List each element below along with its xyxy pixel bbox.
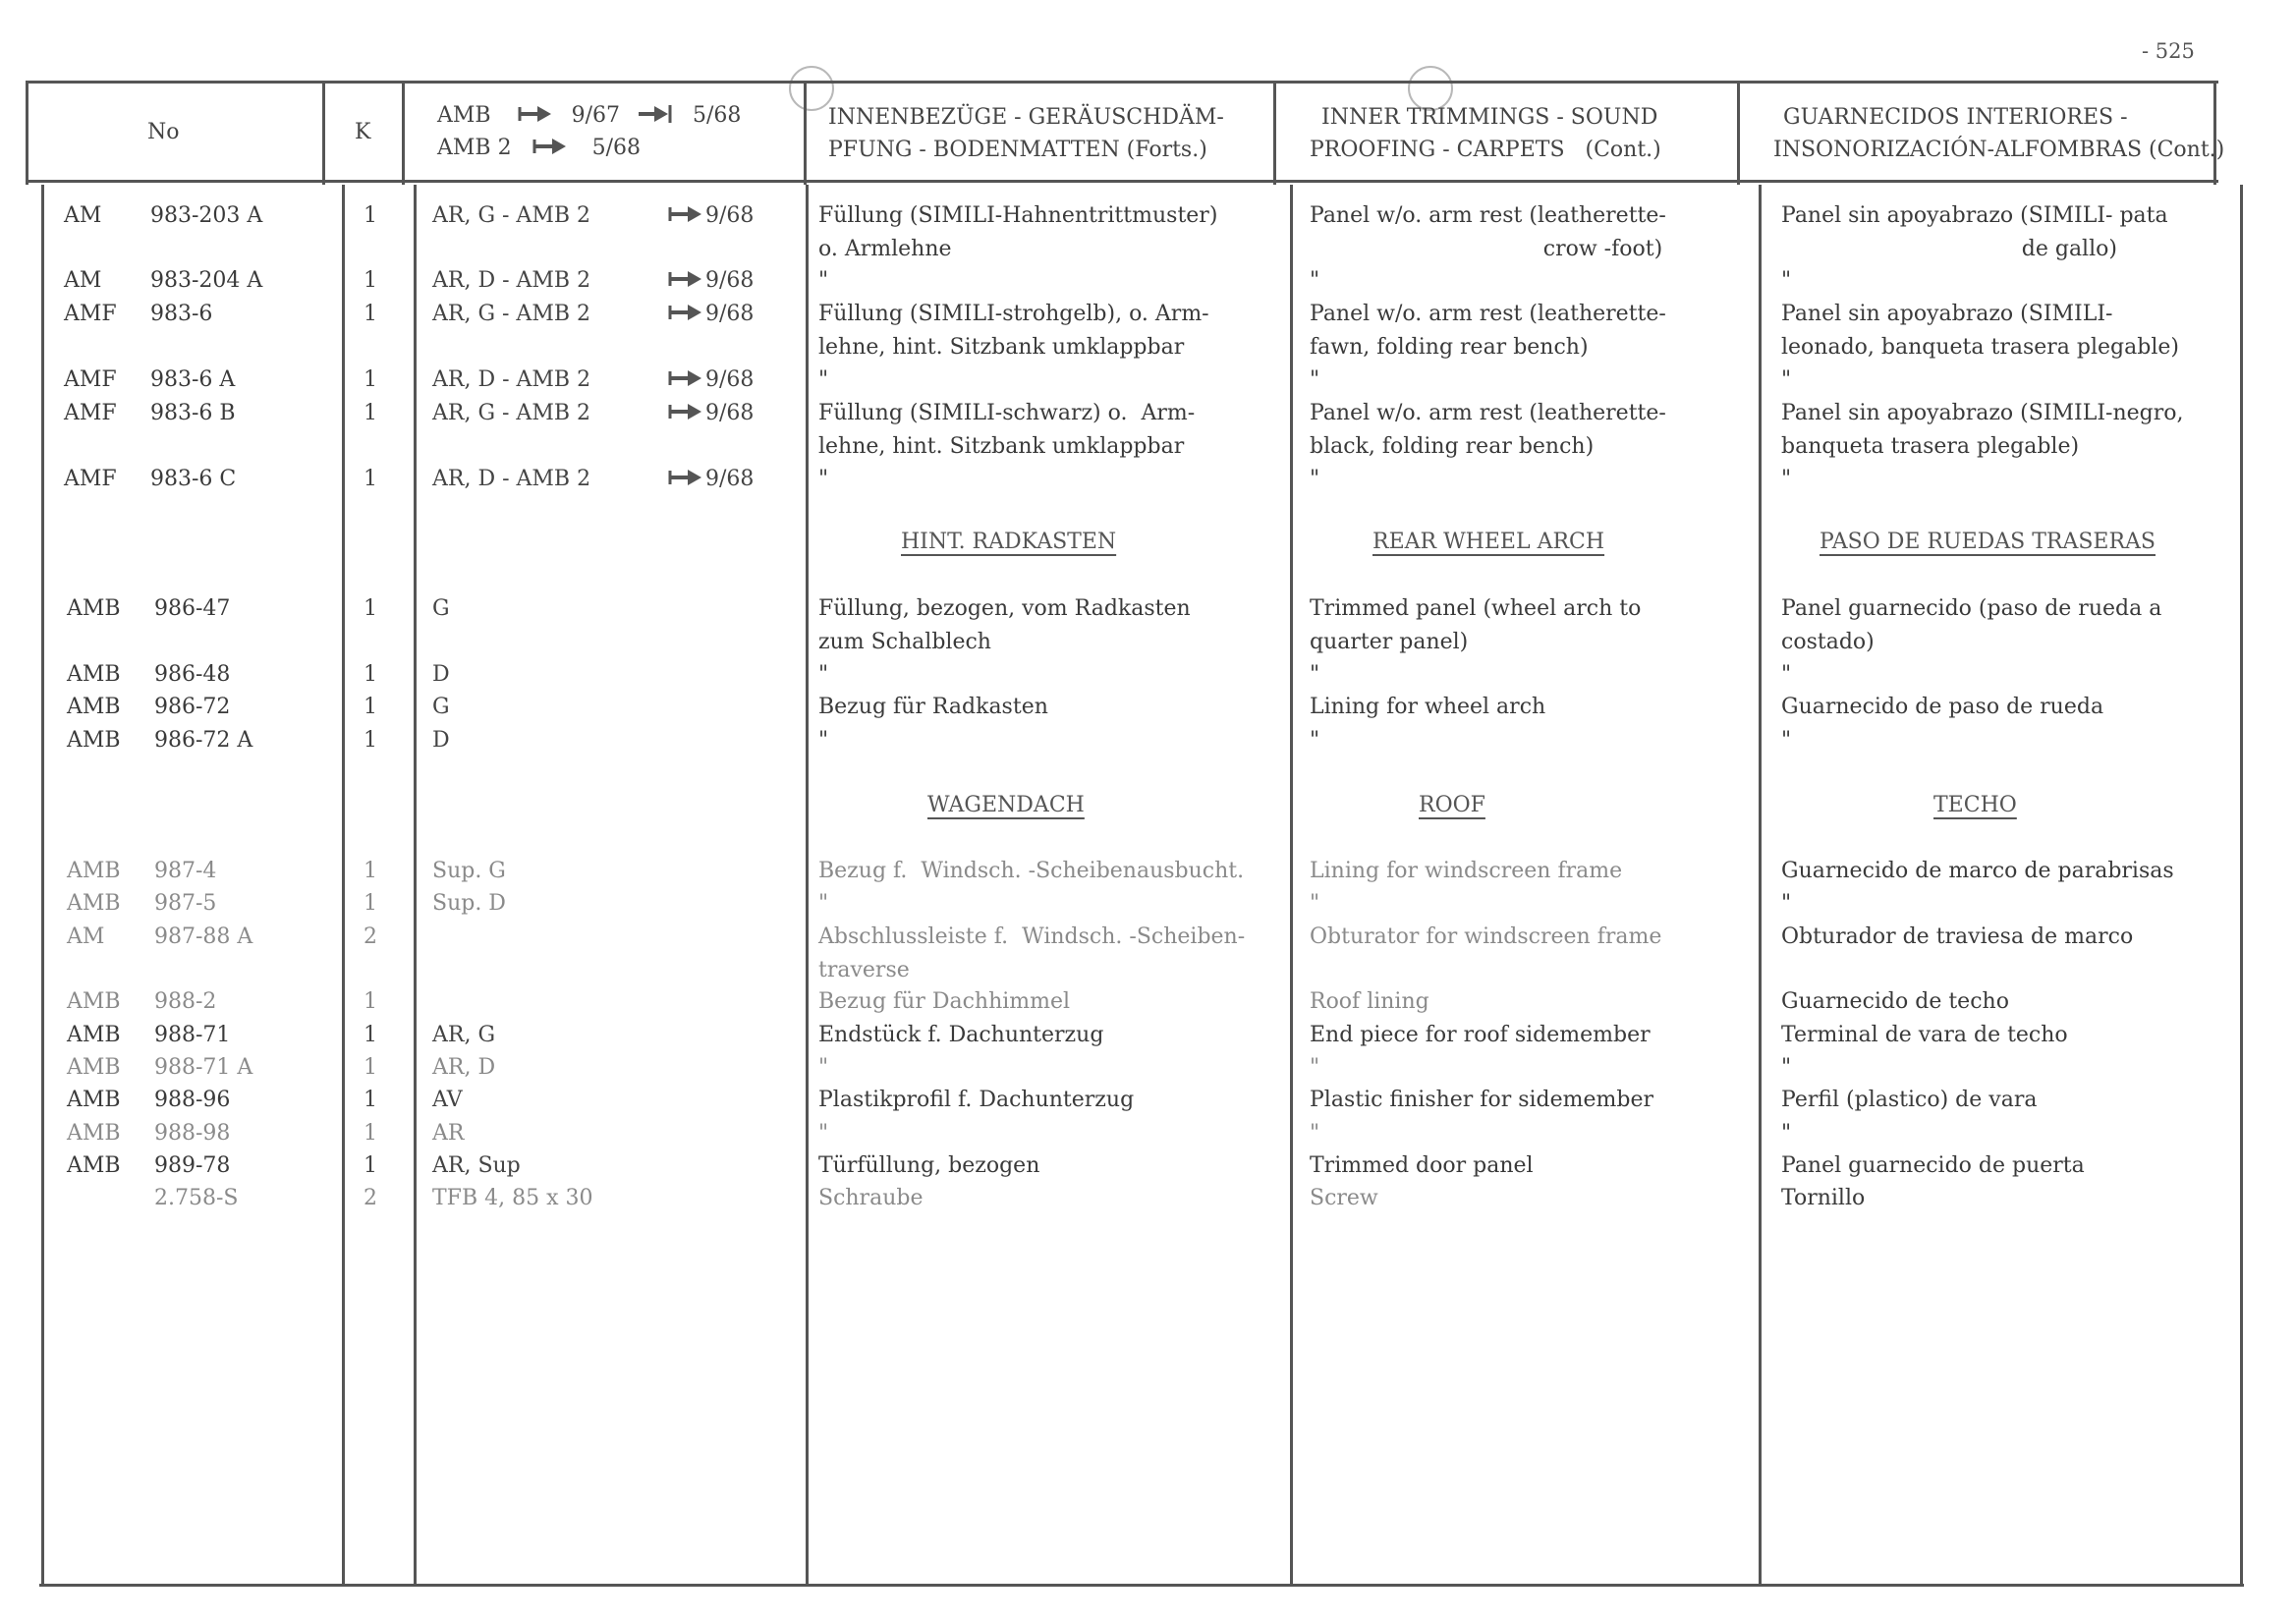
header-english-line: INNER TRIMMINGS - SOUND bbox=[1321, 105, 1658, 130]
part-number: 983-6 C bbox=[150, 467, 237, 491]
description-german: " bbox=[818, 1055, 829, 1080]
part-prefix: AMF bbox=[64, 467, 117, 491]
header-english bbox=[1310, 101, 1661, 166]
description-spanish: " bbox=[1781, 367, 1792, 392]
column-rule bbox=[2240, 185, 2243, 1585]
applicability-condition: Sup. D bbox=[432, 891, 506, 916]
model-label: AMB bbox=[437, 103, 491, 128]
description-english: " bbox=[1310, 467, 1320, 491]
quantity-k: 1 bbox=[364, 1088, 377, 1112]
applicability-condition: AR, D - AMB 2 bbox=[432, 268, 591, 293]
quantity-k: 1 bbox=[364, 728, 377, 753]
applicability-date bbox=[668, 397, 754, 430]
applicability-condition: AR, G - AMB 2 bbox=[432, 302, 591, 326]
description-english: Panel w/o. arm rest (leatherette- crow -foot) bbox=[1310, 203, 1666, 261]
applicability-condition: AR, G bbox=[432, 1023, 496, 1047]
applicability-condition: AR, D - AMB 2 bbox=[432, 367, 591, 392]
description-german: Türfüllung, bezogen bbox=[818, 1153, 1040, 1178]
part-number: 983-6 A bbox=[150, 367, 236, 392]
description-english: " bbox=[1310, 891, 1320, 916]
description-spanish: Perfil (plastico) de vara bbox=[1781, 1088, 2038, 1112]
applicability-date bbox=[668, 463, 754, 496]
section-title-de: HINT. RADKASTEN bbox=[901, 530, 1117, 554]
description-spanish: " bbox=[1781, 891, 1792, 916]
part-number: 983-204 A bbox=[150, 268, 263, 293]
description-english: Obturator for windscreen frame bbox=[1310, 924, 1662, 949]
description-german: " bbox=[818, 268, 829, 293]
part-number: 988-71 bbox=[154, 1023, 231, 1047]
part-number: 989-78 bbox=[154, 1153, 231, 1178]
description-english: " bbox=[1310, 728, 1320, 753]
description-spanish: Guarnecido de techo bbox=[1781, 989, 2009, 1014]
description-spanish: Panel sin apoyabrazo (SIMILI- pata de gallo) bbox=[1781, 203, 2168, 261]
model-label: AMB 2 bbox=[437, 136, 512, 160]
description-english: Roof lining bbox=[1310, 989, 1429, 1014]
header-spanish bbox=[1773, 101, 2224, 166]
part-number: 983-6 B bbox=[150, 401, 236, 425]
quantity-k: 1 bbox=[364, 268, 377, 293]
part-prefix: AM bbox=[64, 268, 102, 293]
part-number: 988-98 bbox=[154, 1121, 231, 1146]
description-spanish: " bbox=[1781, 662, 1792, 687]
header-k: K bbox=[355, 120, 371, 144]
description-spanish: " bbox=[1781, 467, 1792, 491]
part-number: 988-71 A bbox=[154, 1055, 253, 1080]
description-spanish: Panel sin apoyabrazo (SIMILI-negro, banqueta trasera plegable) bbox=[1781, 401, 2184, 459]
applicability-condition: AR, G - AMB 2 bbox=[432, 203, 591, 228]
description-german: " bbox=[818, 662, 829, 687]
part-prefix: AMB bbox=[67, 1088, 121, 1112]
column-rule bbox=[402, 81, 405, 185]
date-text: 9/68 bbox=[705, 401, 755, 425]
part-prefix: AMB bbox=[67, 1153, 121, 1178]
quantity-k: 1 bbox=[364, 203, 377, 228]
description-german: Bezug f. Windsch. -Scheibenausbucht. bbox=[818, 859, 1245, 883]
from-arrow-icon bbox=[668, 268, 705, 290]
header-spanish-line: INSONORIZACIÓN-ALFOMBRAS (Cont.) bbox=[1773, 138, 2225, 162]
part-prefix: AMB bbox=[67, 1055, 121, 1080]
description-spanish: " bbox=[1781, 268, 1792, 293]
applicability-date bbox=[668, 264, 754, 298]
applicability-condition: AR, Sup bbox=[432, 1153, 521, 1178]
from-arrow-icon bbox=[668, 367, 705, 389]
page-number: - 525 bbox=[2142, 39, 2195, 63]
quantity-k: 2 bbox=[364, 924, 377, 949]
section-title-de: WAGENDACH bbox=[927, 793, 1085, 817]
applicability-condition: G bbox=[432, 596, 450, 621]
part-number: 986-72 bbox=[154, 695, 231, 719]
part-prefix: AMB bbox=[67, 728, 121, 753]
quantity-k: 1 bbox=[364, 401, 377, 425]
column-rule bbox=[26, 81, 28, 185]
part-prefix: AM bbox=[67, 924, 105, 949]
header-bottom-rule-inner bbox=[28, 180, 2218, 181]
from-arrow-icon bbox=[668, 401, 705, 422]
description-german: Füllung, bezogen, vom Radkasten zum Schalblech bbox=[818, 596, 1191, 654]
applicability-condition: G bbox=[432, 695, 450, 719]
description-spanish: Panel guarnecido (paso de rueda a costado) bbox=[1781, 596, 2162, 654]
date-text: 9/68 bbox=[705, 302, 755, 326]
date-text: 9/68 bbox=[705, 268, 755, 293]
column-rule bbox=[1290, 185, 1293, 1585]
from-date: 5/68 bbox=[591, 136, 641, 160]
applicability-date bbox=[668, 298, 754, 331]
applicability-condition: AR, D bbox=[432, 1055, 496, 1080]
description-german: Füllung (SIMILI-schwarz) o. Arm- lehne, hint. Sitzbank umklappbar bbox=[818, 401, 1196, 459]
section-title-en: ROOF bbox=[1419, 793, 1485, 817]
description-english: Panel w/o. arm rest (leatherette- black, folding rear bench) bbox=[1310, 401, 1666, 459]
from-arrow-icon bbox=[518, 103, 555, 125]
part-prefix: AMB bbox=[67, 596, 121, 621]
applicability-line-1 bbox=[437, 99, 741, 132]
part-number: 988-2 bbox=[154, 989, 217, 1014]
part-prefix: AM bbox=[64, 203, 102, 228]
section-title-es: TECHO bbox=[1933, 793, 2017, 817]
quantity-k: 1 bbox=[364, 1121, 377, 1146]
description-german: Abschlussleiste f. Windsch. -Scheiben- traverse bbox=[818, 924, 1246, 982]
description-german: " bbox=[818, 467, 829, 491]
part-prefix: AMB bbox=[67, 695, 121, 719]
applicability-condition: AV bbox=[432, 1088, 463, 1112]
description-english: Trimmed door panel bbox=[1310, 1153, 1534, 1178]
quantity-k: 1 bbox=[364, 891, 377, 916]
date-text: 9/68 bbox=[705, 467, 755, 491]
description-spanish: " bbox=[1781, 1055, 1792, 1080]
part-number: 987-4 bbox=[154, 859, 217, 883]
description-english: " bbox=[1310, 268, 1320, 293]
description-spanish: Terminal de vara de techo bbox=[1781, 1023, 2068, 1047]
description-spanish: Obturador de traviesa de marco bbox=[1781, 924, 2134, 949]
description-english: Panel w/o. arm rest (leatherette- fawn, folding rear bench) bbox=[1310, 302, 1666, 360]
description-german: Bezug für Dachhimmel bbox=[818, 989, 1071, 1014]
description-spanish: Panel sin apoyabrazo (SIMILI- leonado, banqueta trasera plegable) bbox=[1781, 302, 2179, 360]
quantity-k: 1 bbox=[364, 1153, 377, 1178]
column-rule bbox=[804, 81, 807, 185]
applicability-date bbox=[668, 364, 754, 397]
frame-top-rule bbox=[26, 81, 2218, 84]
part-number: 986-48 bbox=[154, 662, 231, 687]
quantity-k: 1 bbox=[364, 302, 377, 326]
part-prefix: AMF bbox=[64, 401, 117, 425]
description-german: " bbox=[818, 891, 829, 916]
description-german: Schraube bbox=[818, 1186, 924, 1210]
part-prefix: AMF bbox=[64, 367, 117, 392]
to-arrow-icon bbox=[637, 103, 674, 125]
quantity-k: 1 bbox=[364, 989, 377, 1014]
description-spanish: Tornillo bbox=[1781, 1186, 1866, 1210]
description-spanish: " bbox=[1781, 1121, 1792, 1146]
part-number: 986-47 bbox=[154, 596, 231, 621]
quantity-k: 1 bbox=[364, 1023, 377, 1047]
part-number: 986-72 A bbox=[154, 728, 253, 753]
part-number: 988-96 bbox=[154, 1088, 231, 1112]
applicability-condition: TFB 4, 85 x 30 bbox=[432, 1186, 593, 1210]
description-german: Füllung (SIMILI-strohgelb), o. Arm- lehne, hint. Sitzbank umklappbar bbox=[818, 302, 1209, 360]
quantity-k: 1 bbox=[364, 1055, 377, 1080]
part-number: 983-6 bbox=[150, 302, 213, 326]
section-title-en: REAR WHEEL ARCH bbox=[1372, 530, 1605, 554]
description-german: " bbox=[818, 728, 829, 753]
applicability-date bbox=[668, 199, 754, 233]
from-arrow-icon bbox=[668, 203, 705, 225]
description-german: Plastikprofil f. Dachunterzug bbox=[818, 1088, 1135, 1112]
description-english: Lining for wheel arch bbox=[1310, 695, 1546, 719]
frame-bottom-rule bbox=[39, 1584, 2244, 1587]
applicability-condition: D bbox=[432, 662, 450, 687]
from-arrow-icon bbox=[532, 136, 570, 157]
applicability-condition: Sup. G bbox=[432, 859, 506, 883]
description-english: End piece for roof sidemember bbox=[1310, 1023, 1651, 1047]
description-english: " bbox=[1310, 1055, 1320, 1080]
column-rule bbox=[342, 185, 345, 1585]
column-rule bbox=[1273, 81, 1276, 185]
header-german-line: INNENBEZÜGE - GERÄUSCHDÄM- bbox=[828, 105, 1224, 130]
part-prefix: AMF bbox=[64, 302, 117, 326]
quantity-k: 1 bbox=[364, 695, 377, 719]
applicability-condition: AR, D - AMB 2 bbox=[432, 467, 591, 491]
description-english: " bbox=[1310, 1121, 1320, 1146]
from-date: 9/67 bbox=[571, 103, 620, 128]
description-german: Endstück f. Dachunterzug bbox=[818, 1023, 1104, 1047]
date-text: 9/68 bbox=[705, 203, 755, 228]
header-english-line: PROOFING - CARPETS (Cont.) bbox=[1310, 138, 1661, 162]
description-german: " bbox=[818, 367, 829, 392]
part-prefix: AMB bbox=[67, 662, 121, 687]
description-spanish: Panel guarnecido de puerta bbox=[1781, 1153, 2085, 1178]
part-number: 987-88 A bbox=[154, 924, 253, 949]
part-prefix: AMB bbox=[67, 1121, 121, 1146]
applicability-condition: AR, G - AMB 2 bbox=[432, 401, 591, 425]
column-rule bbox=[1737, 81, 1740, 185]
quantity-k: 1 bbox=[364, 367, 377, 392]
header-spanish-line: GUARNECIDOS INTERIORES - bbox=[1783, 105, 2128, 130]
part-prefix: AMB bbox=[67, 891, 121, 916]
from-arrow-icon bbox=[668, 302, 705, 323]
description-spanish: Guarnecido de marco de parabrisas bbox=[1781, 859, 2174, 883]
part-number: 2.758-S bbox=[154, 1186, 239, 1210]
from-arrow-icon bbox=[668, 467, 705, 488]
description-english: " bbox=[1310, 367, 1320, 392]
applicability-line-2 bbox=[437, 132, 741, 164]
part-prefix: AMB bbox=[67, 859, 121, 883]
column-rule bbox=[806, 185, 809, 1585]
description-english: Lining for windscreen frame bbox=[1310, 859, 1623, 883]
quantity-k: 1 bbox=[364, 662, 377, 687]
quantity-k: 1 bbox=[364, 596, 377, 621]
column-rule bbox=[322, 81, 325, 185]
description-german: Füllung (SIMILI-Hahnentrittmuster) o. Armlehne bbox=[818, 203, 1218, 261]
header-german-line: PFUNG - BODENMATTEN (Forts.) bbox=[828, 138, 1207, 162]
column-rule bbox=[414, 185, 417, 1585]
to-date: 5/68 bbox=[693, 103, 742, 128]
column-rule bbox=[1759, 185, 1762, 1585]
description-german: Bezug für Radkasten bbox=[818, 695, 1048, 719]
description-german: " bbox=[818, 1121, 829, 1146]
date-text: 9/68 bbox=[705, 367, 755, 392]
quantity-k: 2 bbox=[364, 1186, 377, 1210]
header-no: No bbox=[147, 120, 180, 144]
header-german bbox=[828, 101, 1224, 166]
description-english: Trimmed panel (wheel arch to quarter panel) bbox=[1310, 596, 1642, 654]
quantity-k: 1 bbox=[364, 467, 377, 491]
description-spanish: Guarnecido de paso de rueda bbox=[1781, 695, 2104, 719]
applicability-condition: D bbox=[432, 728, 450, 753]
part-prefix: AMB bbox=[67, 989, 121, 1014]
quantity-k: 1 bbox=[364, 859, 377, 883]
column-rule bbox=[41, 185, 44, 1585]
part-number: 987-5 bbox=[154, 891, 217, 916]
part-prefix: AMB bbox=[67, 1023, 121, 1047]
description-english: Screw bbox=[1310, 1186, 1378, 1210]
applicability-condition: AR bbox=[432, 1121, 465, 1146]
header-applicability bbox=[437, 99, 741, 164]
description-spanish: " bbox=[1781, 728, 1792, 753]
part-number: 983-203 A bbox=[150, 203, 263, 228]
section-title-es: PASO DE RUEDAS TRASERAS bbox=[1820, 530, 2156, 554]
description-english: Plastic finisher for sidemember bbox=[1310, 1088, 1653, 1112]
description-english: " bbox=[1310, 662, 1320, 687]
